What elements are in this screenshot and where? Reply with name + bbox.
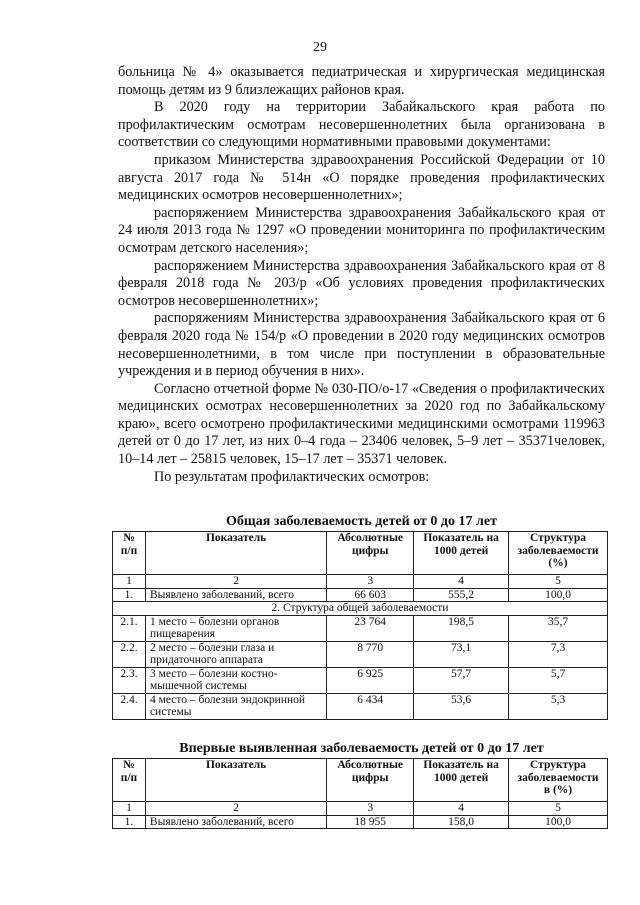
table-cell: 2 место – болезни глаза и придаточного аппарата	[145, 641, 326, 667]
paragraph: приказом Министерства здравоохранения Российской Федерации от 10 августа 2017 года № 514н «О порядке проведения профилактических медицинских осмотров несовершеннолетних»;	[118, 151, 605, 204]
table-cell: 8 770	[327, 641, 414, 667]
header-cell: № п/п	[113, 532, 146, 575]
header-cell: Показатель	[145, 759, 326, 802]
table-cell: 4	[414, 575, 509, 589]
table-cell: 2.1.	[113, 615, 146, 641]
table1	[112, 531, 608, 720]
table-cell: 158,0	[414, 815, 509, 829]
table-cell: 555,2	[414, 588, 509, 602]
table-cell: 100,0	[509, 588, 608, 602]
table-cell: 2.2.	[113, 641, 146, 667]
table-cell: 6 434	[327, 693, 414, 719]
table1-title: Общая заболеваемость детей от 0 до 17 лет	[226, 514, 497, 529]
table-row	[113, 588, 608, 602]
header-cell: Показатель на 1000 детей	[414, 532, 509, 575]
header-cell: Структура заболеваемости (%)	[509, 532, 608, 575]
table-cell: 1	[113, 802, 146, 816]
paragraph: В 2020 году на территории Забайкальского края работа по профилактическим осмотрам несовершеннолетних была организована в соответствии со следующими нормативными правовыми документами:	[118, 99, 605, 151]
table-cell: Выявлено заболеваний, всего	[145, 815, 326, 829]
table-cell: 7,3	[509, 641, 608, 667]
table-numbering-row	[113, 575, 608, 589]
table-cell: 53,6	[414, 693, 509, 719]
table-cell: 2.4.	[113, 693, 146, 719]
table-cell: 73,1	[414, 641, 509, 667]
header-cell: Показатель на 1000 детей	[414, 759, 509, 802]
paragraph: распоряжением Министерства здравоохранения Забайкальского края от 24 июля 2013 года № 1297 «О проведении мониторинга по профилактическим осмотрам детского населения»;	[118, 204, 605, 256]
table-row	[113, 615, 608, 641]
table-cell: 1.	[113, 815, 146, 829]
table-cell: 1	[113, 575, 146, 589]
header-cell: № п/п	[113, 759, 146, 802]
table-header-row	[113, 532, 608, 575]
paragraph: Согласно отчетной форме № 030-ПО/о-17 «Сведения о профилактических медицинских осмотрах несовершеннолетних за 2020 год по Забайкальскому краю», всего осмотрено профилактическими медицинскими осмотрами 119963 детей от 0 до 17 лет, из них 0–4 года – 23406 человек, 5–9 лет – 35371человек, 10–14 лет – 25815 человек, 15–17 лет – 35371 человек.	[118, 380, 605, 468]
paragraph: больница № 4» оказывается педиатрическая и хирургическая медицинская помощь детям из 9 близлежащих районов края.	[118, 64, 605, 98]
table-cell: 4	[414, 802, 509, 816]
table-cell: 1.	[113, 588, 146, 602]
table-numbering-row	[113, 802, 608, 816]
body-text	[118, 64, 605, 486]
table-cell: 5	[509, 575, 608, 589]
table-row	[113, 693, 608, 719]
table-header-row	[113, 759, 608, 802]
table-cell: 35,7	[509, 615, 608, 641]
table-cell: 4 место – болезни эндокринной системы	[145, 693, 326, 719]
table-cell: 5	[509, 802, 608, 816]
table-cell: 3 место – болезни костно-мышечной системы	[145, 667, 326, 693]
table-row	[113, 667, 608, 693]
header-cell: Абсолютные цифры	[327, 532, 414, 575]
page-number: 29	[313, 40, 327, 55]
paragraph: распоряжениям Министерства здравоохранения Забайкальского края от 6 февраля 2020 года № 154/р «О проведении в 2020 году медицинских осмотров несовершеннолетними, в том числе при поступлении в образовательные учреждения и в период обучения в них».	[118, 310, 605, 380]
section-cell: 2. Структура общей заболеваемости	[113, 602, 608, 616]
table-cell: 198,5	[414, 615, 509, 641]
table-row	[113, 641, 608, 667]
table2-title: Впервые выявленная заболеваемость детей от 0 до 17 лет	[179, 741, 544, 756]
table-cell: 3	[327, 802, 414, 816]
table-cell: 2	[145, 575, 326, 589]
header-cell: Структура заболеваемости в (%)	[509, 759, 608, 802]
paragraph: распоряжением Министерства здравоохранения Забайкальского края от 8 февраля 2018 года № 203/р «Об условиях проведения профилактических осмотров несовершеннолетних»;	[118, 257, 605, 309]
table-cell: 57,7	[414, 667, 509, 693]
table-row	[113, 815, 608, 829]
table-cell: 2	[145, 802, 326, 816]
table-section-row	[113, 602, 608, 616]
header-cell: Показатель	[145, 532, 326, 575]
table-cell: 3	[327, 575, 414, 589]
table-cell: 5,7	[509, 667, 608, 693]
table-cell: 18 955	[327, 815, 414, 829]
header-cell: Абсолютные цифры	[327, 759, 414, 802]
paragraph: По результатам профилактических осмотров:	[154, 468, 430, 485]
table-cell: 1 место – болезни органов пищеварения	[145, 615, 326, 641]
table-cell: 66 603	[327, 588, 414, 602]
table-cell: 23 764	[327, 615, 414, 641]
table2	[112, 758, 608, 829]
table-cell: 100,0	[509, 815, 608, 829]
table-cell: 6 925	[327, 667, 414, 693]
table-cell: Выявлено заболеваний, всего	[145, 588, 326, 602]
table-cell: 5,3	[509, 693, 608, 719]
table-cell: 2.3.	[113, 667, 146, 693]
